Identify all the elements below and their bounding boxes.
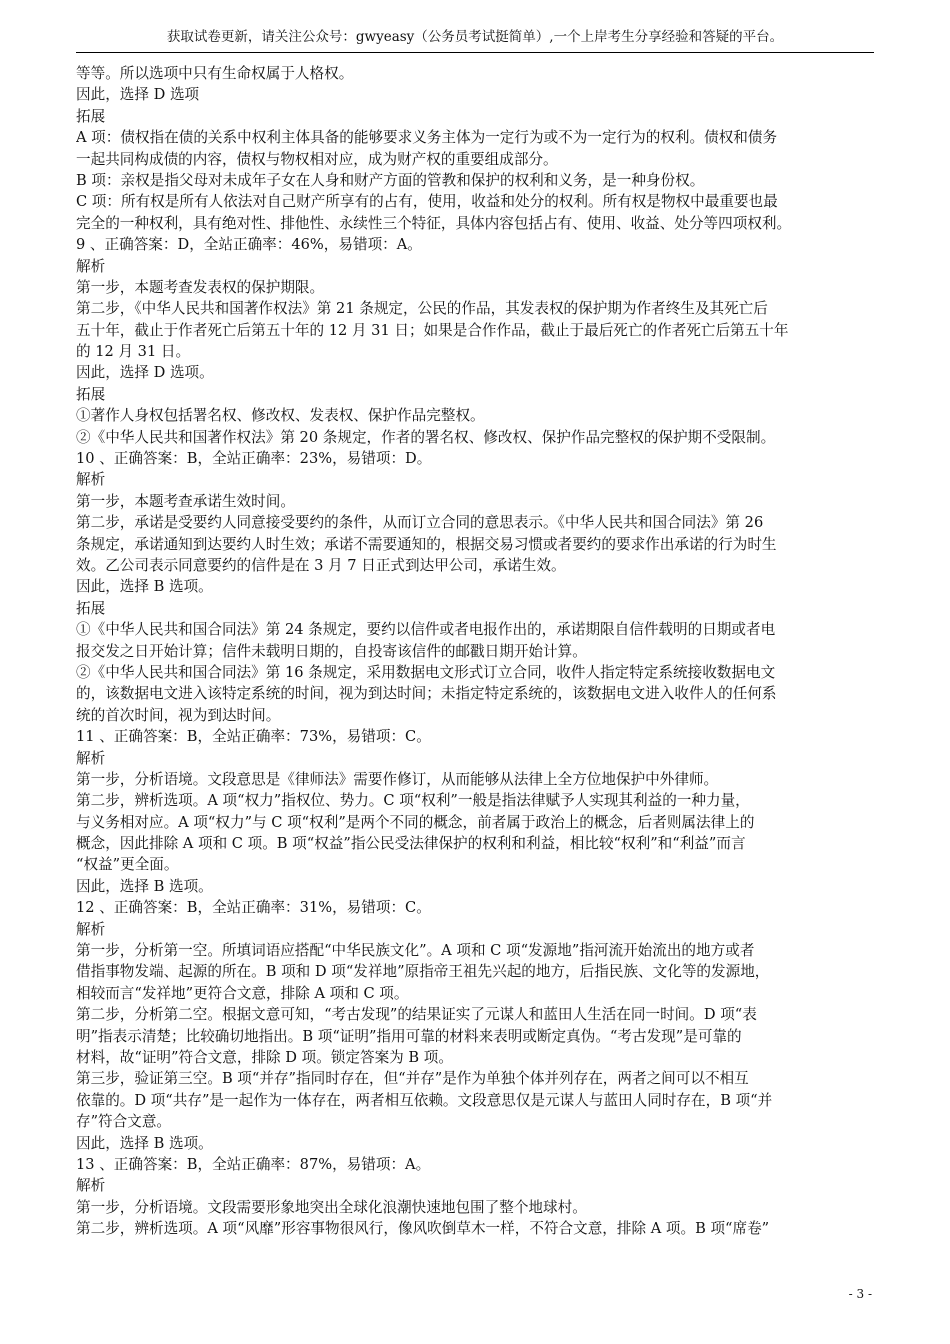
document-body	[76, 63, 876, 1239]
text-line: 第一步，分析第一空。所填词语应搭配“中华民族文化”。A 项和 C 项“发源地”指河流开始流出的地方或者	[76, 942, 755, 960]
text-line: ②《中华人民共和国著作权法》第 20 条规定，作者的署名权、修改权、保护作品完整权的保护期不受限制。	[76, 428, 776, 446]
text-line: 12 、正确答案：B，全站正确率：31%，易错项：C。	[76, 899, 431, 917]
text-line: 11 、正确答案：B，全站正确率：73%，易错项：C。	[76, 728, 431, 746]
text-line: ②《中华人民共和国合同法》第 16 条规定，采用数据电文形式订立合同，收件人指定特定系统接收数据电文	[76, 663, 776, 681]
text-line: 的，该数据电文进入该特定系统的时间，视为到达时间；未指定特定系统的，该数据电文进入收件人的任何系	[76, 685, 777, 703]
text-line: 概念，因此排除 A 项和 C 项。B 项“权益”指公民受法律保护的权利和利益，相比较“权利”和“利益”而言	[76, 835, 746, 853]
text-line: 第三步，验证第三空。B 项“并存”指同时存在，但“并存”是作为单独个体并列存在，两者之间可以不相互	[76, 1070, 749, 1088]
text-line: 一起共同构成债的内容，债权与物权相对应，成为财产权的重要组成部分。	[76, 150, 558, 168]
header-text: 获取试卷更新，请关注公众号：gwyeasy（公务员考试挺简单）,一个上岸考生分享经验和答疑的平台。	[166, 29, 784, 45]
text-line: ①著作人身权包括署名权、修改权、发表权、保护作品完整权。	[76, 407, 485, 425]
text-line: 依靠的。D 项“共存”是一起作为一体存在，两者相互依赖。文段意思仅是元谋人与蓝田人同时存在，B 项“并	[76, 1091, 773, 1109]
text-line: 解析	[76, 920, 106, 938]
text-line: 明”指表示清楚；比较确切地指出。B 项“证明”指用可靠的材料来表明或断定真伪。“考古发现”是可靠的	[76, 1027, 742, 1045]
text-line: 解析	[76, 749, 106, 767]
page-number: - 3 -	[848, 1287, 872, 1301]
text-line: 五十年，截止于作者死亡后第五十年的 12 月 31 日；如果是合作作品，截止于最后死亡的作者死亡后第五十年	[76, 321, 789, 339]
text-line: B 项：亲权是指父母对未成年子女在人身和财产方面的管教和保护的权利和义务，是一种身份权。	[76, 171, 705, 189]
text-line: 拓展	[76, 385, 106, 403]
text-line: “权益”更全面。	[76, 856, 179, 874]
text-line: 第一步，分析语境。文段需要形象地突出全球化浪潮快速地包围了整个地球村。	[76, 1198, 587, 1216]
text-line: 相较而言“发祥地”更符合文意，排除 A 项和 C 项。	[76, 984, 409, 1002]
text-line: 等等。所以选项中只有生命权属于人格权。	[76, 65, 354, 82]
page-header	[76, 26, 874, 53]
text-line: 因此，选择 B 选项。	[76, 1134, 213, 1152]
text-line: 因此，选择 B 选项。	[76, 877, 213, 895]
text-line: 解析	[76, 1177, 106, 1195]
text-line: 因此，选择 D 选项。	[76, 364, 214, 382]
text-line: 统的首次时间，视为到达时间。	[76, 706, 281, 724]
text-line: 完全的一种权利，具有绝对性、排他性、永续性三个特征，具体内容包括占有、使用、收益、处分等四项权利。	[76, 214, 792, 232]
text-line: 第一步，本题考查承诺生效时间。	[76, 492, 295, 510]
text-line: 因此，选择 D 选项	[76, 86, 200, 104]
text-line: 第二步，辨析选项。A 项“风靡”形容事物很风行，像风吹倒草木一样，不符合文意，排除 A 项。B 项“席卷”	[76, 1220, 770, 1238]
text-line: 拓展	[76, 599, 106, 617]
text-line: 拓展	[76, 107, 106, 125]
text-line: 因此，选择 B 选项。	[76, 578, 213, 596]
text-line: 10 、正确答案：B，全站正确率：23%，易错项：D。	[76, 450, 432, 468]
text-line: 第一步，本题考查发表权的保护期限。	[76, 278, 325, 296]
text-line: 借指事物发端、起源的所在。B 项和 D 项“发祥地”原指帝王祖先兴起的地方，后指民族、文化等的发源地，	[76, 963, 770, 981]
text-line: ①《中华人民共和国合同法》第 24 条规定，要约以信件或者电报作出的，承诺期限自信件载明的日期或者电	[76, 621, 776, 639]
text-line: 的 12 月 31 日。	[76, 343, 191, 361]
text-line: 效。乙公司表示同意要约的信件是在 3 月 7 日正式到达甲公司，承诺生效。	[76, 556, 566, 574]
text-line: 解析	[76, 471, 106, 489]
text-line: 条规定，承诺通知到达要约人时生效；承诺不需要通知的，根据交易习惯或者要约的要求作出承诺的行为时生	[76, 535, 777, 553]
text-line: 与义务相对应。A 项“权力”与 C 项“权利”是两个不同的概念，前者属于政治上的概念，后者则属法律上的	[76, 813, 755, 831]
text-line: 第二步，辨析选项。A 项“权力”指权位、势力。C 项“权利”一般是指法律赋予人实现其利益的一种力量，	[76, 792, 750, 810]
text-line: 13 、正确答案：B，全站正确率：87%，易错项：A。	[76, 1155, 431, 1173]
text-line: 存”符合文意。	[76, 1113, 172, 1131]
text-line: 9 、正确答案：D，全站正确率：46%，易错项：A。	[76, 236, 422, 254]
text-line: 报交发之日开始计算；信件未载明日期的，自投寄该信件的邮戳日期开始计算。	[76, 642, 587, 660]
text-line: 第二步，《中华人民共和国著作权法》第 21 条规定，公民的作品，其发表权的保护期为作者终生及其死亡后	[76, 300, 768, 318]
text-line: 第二步，承诺是受要约人同意接受要约的条件，从而订立合同的意思表示。《中华人民共和国合同法》第 26	[76, 514, 764, 532]
text-line: 第一步，分析语境。文段意思是《律师法》需要作修订，从而能够从法律上全方位地保护中外律师。	[76, 770, 719, 788]
text-line: 解析	[76, 257, 106, 275]
text-line: 第二步，分析第二空。根据文意可知，“考古发现”的结果证实了元谋人和蓝田人生活在同一时间。D 项“表	[76, 1006, 757, 1024]
text-line: A 项：债权指在债的关系中权利主体具备的能够要求义务主体为一定行为或不为一定行为的权利。债权和债务	[76, 129, 778, 147]
text-line: C 项：所有权是所有人依法对自己财产所享有的占有，使用，收益和处分的权利。所有权是物权中最重要也最	[76, 193, 778, 211]
text-line: 材料，故“证明”符合文意，排除 D 项。锁定答案为 B 项。	[76, 1048, 453, 1066]
